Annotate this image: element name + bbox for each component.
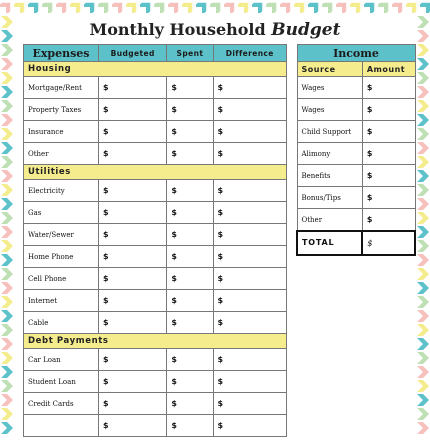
section-heading: Utilities — [24, 165, 287, 180]
expenses-header-row — [24, 45, 287, 62]
income-header-row — [297, 62, 415, 77]
chevron-shape — [56, 1, 68, 13]
chevron-shape — [417, 114, 429, 126]
chevron-shape — [1, 30, 13, 42]
expense-row — [24, 180, 287, 202]
chevron-shape — [417, 212, 429, 224]
chevron-shape — [1, 394, 13, 406]
expense-row — [24, 99, 287, 121]
expense-row — [24, 143, 287, 165]
income-amount-cell[interactable]: $ — [362, 143, 415, 165]
expense-row — [24, 77, 287, 99]
expense-label: Home Phone — [24, 246, 99, 268]
spent-cell[interactable]: $ — [167, 202, 213, 224]
chevron-shape — [1, 282, 13, 294]
col-budgeted: Budgeted — [99, 45, 167, 62]
chevron-shape — [417, 394, 429, 406]
chevron-shape — [364, 1, 376, 13]
page-title — [14, 20, 416, 40]
chevron-shape — [1, 72, 13, 84]
budgeted-cell[interactable]: $ — [99, 224, 167, 246]
expense-label: Other — [24, 143, 99, 165]
spent-cell[interactable]: $ — [167, 224, 213, 246]
difference-cell[interactable]: $ — [213, 393, 287, 415]
expense-label: Mortgage/Rent — [24, 77, 99, 99]
chevron-shape — [417, 226, 429, 238]
difference-cell[interactable]: $ — [213, 290, 287, 312]
income-source-label: Alimony — [297, 143, 362, 165]
chevron-shape — [322, 1, 334, 13]
section-heading: Housing — [24, 62, 287, 77]
chevron-shape — [417, 44, 429, 56]
difference-cell[interactable]: $ — [213, 349, 287, 371]
income-source-label: Benefits — [297, 165, 362, 187]
spent-cell[interactable]: $ — [167, 349, 213, 371]
chevron-shape — [406, 1, 418, 13]
chevron-shape — [14, 1, 26, 13]
chevron-shape — [417, 198, 429, 210]
expenses-table — [23, 44, 287, 437]
chevron-shape — [0, 1, 12, 13]
col-expenses: Expenses — [24, 45, 99, 62]
chevron-shape — [1, 58, 13, 70]
expense-label: Property Taxes — [24, 99, 99, 121]
chevron-shape — [1, 86, 13, 98]
spent-cell[interactable]: $ — [167, 393, 213, 415]
expense-label: Credit Cards — [24, 393, 99, 415]
chevron-shape — [42, 1, 54, 13]
chevron-shape — [417, 30, 429, 42]
chevron-shape — [196, 1, 208, 13]
chevron-shape — [252, 1, 264, 13]
col-difference: Difference — [213, 45, 287, 62]
chevron-shape — [417, 58, 429, 70]
spent-cell[interactable]: $ — [167, 371, 213, 393]
chevron-shape — [417, 296, 429, 308]
chevron-shape — [1, 184, 13, 196]
chevron-shape — [417, 16, 429, 28]
spent-cell[interactable]: $ — [167, 246, 213, 268]
income-title: Income — [297, 45, 415, 62]
income-row — [297, 209, 415, 232]
chevron-shape — [1, 310, 13, 322]
budget-sheet — [14, 14, 416, 444]
spent-cell[interactable]: $ — [167, 143, 213, 165]
chevron-shape — [1, 422, 13, 434]
income-source-label: Child Support — [297, 121, 362, 143]
chevron-shape — [417, 86, 429, 98]
title-script: Budget — [271, 20, 341, 40]
expense-row — [24, 349, 287, 371]
title-main: Monthly Household — [89, 20, 266, 39]
chevron-shape — [1, 268, 13, 280]
chevron-shape — [1, 170, 13, 182]
chevron-shape — [126, 1, 138, 13]
chevron-shape — [1, 198, 13, 210]
budgeted-cell[interactable]: $ — [99, 202, 167, 224]
income-source-label: Bonus/Tips — [297, 187, 362, 209]
chevron-shape — [417, 268, 429, 280]
chevron-shape — [280, 1, 292, 13]
chevron-shape — [266, 1, 278, 13]
chevron-shape — [112, 1, 124, 13]
chevron-shape — [417, 100, 429, 112]
income-title-row — [297, 45, 415, 62]
chevron-shape — [378, 1, 390, 13]
spent-cell[interactable]: $ — [167, 121, 213, 143]
chevron-shape — [1, 114, 13, 126]
income-amount-cell[interactable]: $ — [362, 165, 415, 187]
chevron-shape — [224, 1, 236, 13]
income-table — [296, 44, 416, 256]
chevron-shape — [1, 338, 13, 350]
difference-cell[interactable]: $ — [213, 143, 287, 165]
chevron-shape — [1, 408, 13, 420]
chevron-shape — [1, 352, 13, 364]
income-row — [297, 77, 415, 99]
section-row — [24, 62, 287, 77]
chevron-shape — [417, 240, 429, 252]
chevron-shape — [336, 1, 348, 13]
chevron-shape — [182, 1, 194, 13]
budgeted-cell[interactable]: $ — [99, 77, 167, 99]
chevron-shape — [417, 142, 429, 154]
chevron-shape — [1, 254, 13, 266]
chevron-shape — [420, 1, 430, 13]
income-amount-cell[interactable]: $ — [362, 187, 415, 209]
chevron-shape — [98, 1, 110, 13]
income-total-label: TOTAL — [297, 231, 362, 255]
expense-label: Gas — [24, 202, 99, 224]
chevron-shape — [350, 1, 362, 13]
chevron-shape — [1, 296, 13, 308]
expense-row — [24, 246, 287, 268]
budgeted-cell[interactable]: $ — [99, 268, 167, 290]
chevron-shape — [1, 156, 13, 168]
budgeted-cell[interactable]: $ — [99, 99, 167, 121]
budgeted-cell[interactable]: $ — [99, 246, 167, 268]
income-row — [297, 165, 415, 187]
expense-label: Electricity — [24, 180, 99, 202]
col-source: Source — [297, 62, 362, 77]
expense-label: Car Loan — [24, 349, 99, 371]
section-heading: Debt Payments — [24, 334, 287, 349]
income-amount-cell[interactable]: $ — [362, 209, 415, 232]
income-row — [297, 187, 415, 209]
chevron-shape — [294, 1, 306, 13]
chevron-shape — [417, 366, 429, 378]
budgeted-cell[interactable]: $ — [99, 121, 167, 143]
chevron-shape — [417, 324, 429, 336]
section-row — [24, 334, 287, 349]
income-amount-cell[interactable]: $ — [362, 77, 415, 99]
chevron-shape — [392, 1, 404, 13]
spent-cell[interactable]: $ — [167, 77, 213, 99]
spent-cell[interactable]: $ — [167, 415, 213, 437]
expense-label: Internet — [24, 290, 99, 312]
expense-row — [24, 202, 287, 224]
chevron-shape — [417, 72, 429, 84]
expense-row — [24, 371, 287, 393]
chevron-shape — [417, 338, 429, 350]
income-row — [297, 99, 415, 121]
chevron-shape — [1, 366, 13, 378]
expense-label: Student Loan — [24, 371, 99, 393]
budgeted-cell[interactable]: $ — [99, 180, 167, 202]
chevron-shape — [70, 1, 82, 13]
section-row — [24, 165, 287, 180]
income-source-label: Other — [297, 209, 362, 232]
expense-row — [24, 224, 287, 246]
chevron-shape — [1, 44, 13, 56]
chevron-shape — [417, 352, 429, 364]
expense-row — [24, 290, 287, 312]
chevron-shape — [417, 254, 429, 266]
spent-cell[interactable]: $ — [167, 268, 213, 290]
expense-row — [24, 415, 287, 437]
chevron-shape — [417, 408, 429, 420]
chevron-shape — [140, 1, 152, 13]
income-source-label: Wages — [297, 99, 362, 121]
difference-cell[interactable]: $ — [213, 268, 287, 290]
chevron-shape — [417, 282, 429, 294]
chevron-shape — [1, 240, 13, 252]
chevron-shape — [1, 226, 13, 238]
income-row — [297, 121, 415, 143]
spent-cell[interactable]: $ — [167, 180, 213, 202]
expense-label — [24, 415, 99, 437]
difference-cell[interactable]: $ — [213, 224, 287, 246]
budgeted-cell[interactable]: $ — [99, 415, 167, 437]
difference-cell[interactable]: $ — [213, 246, 287, 268]
chevron-shape — [1, 128, 13, 140]
chevron-shape — [1, 16, 13, 28]
chevron-shape — [238, 1, 250, 13]
income-row — [297, 143, 415, 165]
chevron-shape — [417, 128, 429, 140]
income-amount-cell[interactable]: $ — [362, 99, 415, 121]
budgeted-cell[interactable]: $ — [99, 312, 167, 334]
chevron-shape — [417, 422, 429, 434]
chevron-shape — [154, 1, 166, 13]
difference-cell[interactable]: $ — [213, 415, 287, 437]
difference-cell[interactable]: $ — [213, 77, 287, 99]
expense-row — [24, 312, 287, 334]
budgeted-cell[interactable]: $ — [99, 290, 167, 312]
chevron-shape — [210, 1, 222, 13]
difference-cell[interactable]: $ — [213, 312, 287, 334]
difference-cell[interactable]: $ — [213, 371, 287, 393]
chevron-shape — [1, 212, 13, 224]
chevron-shape — [1, 380, 13, 392]
expense-label: Insurance — [24, 121, 99, 143]
chevron-shape — [417, 184, 429, 196]
expense-row — [24, 393, 287, 415]
chevron-shape — [417, 310, 429, 322]
col-amount: Amount — [362, 62, 415, 77]
budgeted-cell[interactable]: $ — [99, 371, 167, 393]
spent-cell[interactable]: $ — [167, 99, 213, 121]
budgeted-cell[interactable]: $ — [99, 349, 167, 371]
chevron-shape — [417, 380, 429, 392]
chevron-shape — [84, 1, 96, 13]
income-amount-cell[interactable]: $ — [362, 121, 415, 143]
chevron-shape — [417, 170, 429, 182]
expense-label: Cable — [24, 312, 99, 334]
expense-row — [24, 121, 287, 143]
col-spent: Spent — [167, 45, 213, 62]
chevron-shape — [28, 1, 40, 13]
expense-label: Water/Sewer — [24, 224, 99, 246]
spent-cell[interactable]: $ — [167, 312, 213, 334]
expense-label: Cell Phone — [24, 268, 99, 290]
difference-cell[interactable]: $ — [213, 99, 287, 121]
budgeted-cell[interactable]: $ — [99, 393, 167, 415]
chevron-shape — [308, 1, 320, 13]
income-total-cell[interactable]: $ — [362, 231, 415, 255]
income-source-label: Wages — [297, 77, 362, 99]
expense-row — [24, 268, 287, 290]
chevron-shape — [168, 1, 180, 13]
chevron-shape — [417, 156, 429, 168]
chevron-shape — [1, 324, 13, 336]
budgeted-cell[interactable]: $ — [99, 143, 167, 165]
difference-cell[interactable]: $ — [213, 121, 287, 143]
difference-cell[interactable]: $ — [213, 180, 287, 202]
difference-cell[interactable]: $ — [213, 202, 287, 224]
chevron-shape — [1, 100, 13, 112]
income-total-row — [297, 231, 415, 255]
spent-cell[interactable]: $ — [167, 290, 213, 312]
chevron-shape — [1, 142, 13, 154]
